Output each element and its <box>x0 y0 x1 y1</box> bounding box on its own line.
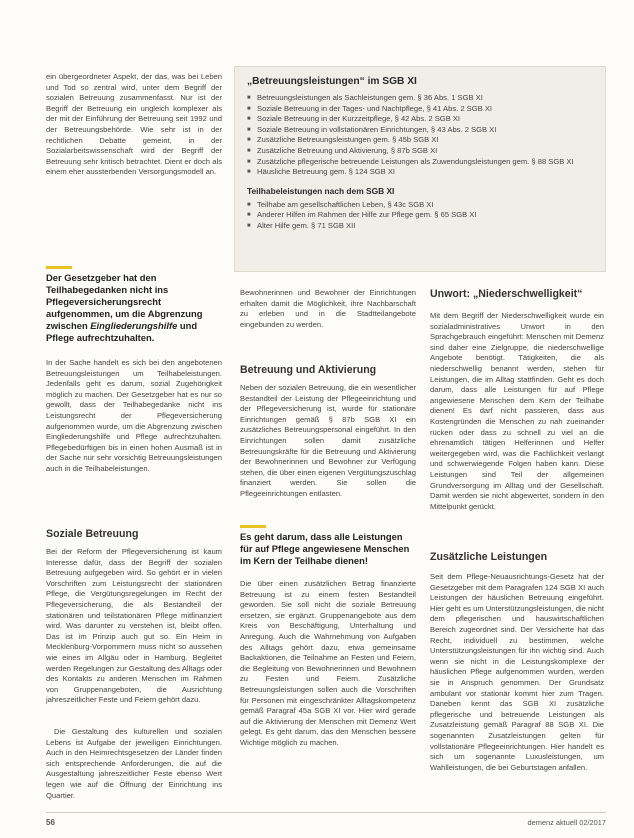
list-item: ■ Zusätzliche pflegerische betreuende Leistungen als Zuwendungsleistungen gem. § 88 SGB XI <box>247 157 593 168</box>
body-text: Bei der Reform der Pflegeversicherung ist kaum Interesse dafür, dass der Begriff der sozialen Betreuung aufgegeben wird. So gehört er in vielen Vorschriften zum Leistungsrecht der stationären Pflege, die Vergütungsregelungen im Recht der Pflegeversicherung, die als Bestandteil der stationären und teilstationären Pflege mitfinanziert wird. Was darunter zu verstehen ist, bleibt offen. Das ist im Prinzip auch gut so. Ein Heim in Mecklenburg-Vorpommern muss nicht so aussehen wie eines im Allgäu oder in Hamburg. Begleitet werden Regelungen zur Gestaltung des Alltags oder des Kontakts zu anderen Menschen im Rahmen von Gruppenangeboten, die Ausrichtung jahreszeitlicher Feste und Feiern gehört dazu. <box>46 547 222 705</box>
magazine-footer: demenz aktuell 02/2017 <box>527 818 606 827</box>
body-text: Die Gestaltung des kulturellen und sozialen Lebens ist Aufgabe der jeweiligen Einrichtungen. Auch in den Heimrechtsgesetzen der Länder finden sich entsprechende Anforderungen, die auf die Ausgestaltung jahreszeitlicher Feste ebenso Wert legen wie auf die Öffnung der Einrichtung ins Quartier. <box>46 727 222 800</box>
section-heading: Soziale Betreuung <box>46 528 139 540</box>
list-item: ■ Anderer Hilfen im Rahmen der Hilfe zur Pflege gem. § 65 SGB XI <box>247 210 593 221</box>
footer-rule <box>46 812 606 813</box>
page-number: 56 <box>46 818 55 827</box>
pull-quote-emphasis: Eingliederungshilfe <box>90 320 178 331</box>
pull-quote-text: Der Gesetzgeber hat den Teilhabegedanken nicht ins Pflegeversicherungsrecht aufgenommen, um die Abgrenzung zwischen <box>46 272 203 331</box>
pull-quote-bar <box>240 525 266 528</box>
section-heading: Betreuung und Aktivierung <box>240 364 377 376</box>
list-item: ■ Teilhabe am gesellschaftlichen Leben, § 43c SGB XI <box>247 200 593 211</box>
body-text: Die über einen zusätzlichen Betrag finanzierte Betreuung ist zu einem festen Bestandteil geworden. Sie soll nicht die soziale Betreuung ersetzen, sie ergänzt. Gruppenangebote aus dem Kreis von Beschäftigung, Unterhaltung und Anregung. Auch die Wahrnehmung von Aufgaben des Alltags gehört dazu, etwa gemeinsame Backaktionen, die Teilnahme an Festen und Feiern, die Begleitung von Bewohnerinnen und Bewohnern zu Festen und Feiern. Zusätzliche Betreuungsleistungen sollen auch die Vorschriften für Personen mit eingeschränkter Alltagskompetenz gemäß Paragraf 45a SGB XI vor. Hier wird gerade auf die Aktivierung der Menschen mit Demenz Wert gelegt. Es geht darum, das den Menschen bessere Wichtige möglich zu machen. <box>240 579 416 747</box>
list-item: ■ Zusätzliche Betreuungsleistungen gem. § 45b SGB XI <box>247 135 593 146</box>
pull-quote <box>240 525 416 567</box>
list-item: ■ Soziale Betreuung in der Tages- und Nachtpflege, § 41 Abs. 2 SGB XI <box>247 104 593 115</box>
body-text: Seit dem Pflege-Neuausrichtungs-Gesetz hat der Gesetzgeber mit dem Paragrafen 124 SGB XI auch Leistungen der häuslichen Betreuung eingeführt. Hier geht es um Unterstützungsleistungen, die nicht dem pflegerischen und hauswirtschaftlichen Bereich zugeordnet sind. Der Versicherte hat das Recht, individuell zu bestimmen, welche Unterstützungsleistungen für ihn wichtig sind. Auch wenn sie nicht in die Leistungskomplexe der häuslichen Pflege aufgenommen wurden, werden sie in Anspruch genommen. Der Grundsatz ambulant vor stationär kommt hier zum Tragen. Daneben kennt das SGB XI zusätzliche pflegerische und betreuende Leistungen als Zusatzleistung gemäß Paragraf 88 SGB XI. Die sogenannten Zusatzleistungen gelten für vollstationäre Pflegeeinrichtungen. Hier handelt es sich um sogenannte Luxusleistungen, um Wahlleistungen, die bei Geburtstagen anfallen. <box>430 572 604 772</box>
column-middle <box>240 288 416 810</box>
list-item: ■ Betreuungsleistungen als Sachleistungen gem. § 36 Abs. 1 SGB XI <box>247 93 593 104</box>
list-item: ■ Häusliche Betreuung gem. § 124 SGB XI <box>247 167 593 178</box>
info-box-subtitle: Teilhabeleistungen nach dem SGB XI <box>247 185 395 196</box>
list-item: ■ Soziale Betreuung in vollstationären Einrichtungen, § 43 Abs. 2 SGB XI <box>247 125 593 136</box>
body-text: Mit dem Begriff der Niederschwelligkeit wurde ein sozialadministratives Unwort in den Sprachgebrauch eingeführt: Menschen mit Demenz sind daher eine Zielgruppe, die niederschwellige Angebote benötigt. Tätigkeiten, die als niederschwellig benannt werden, stehen für Leistungen, die im Alltag stattfinden. Geht es doch darum, dass alle Leistungen für auf Pflege angewiesene Menschen dem Kern der Teilhabe dienen! Es darf nicht passieren, dass aus Kostengründen die Menschen zu nah zueinander rücken oder dass zu schnell zu viel an die ehrenamtlich tätigen Helferinnen und Helfer weitergegeben wird, was die Fachlichkeit verlangt und schwerwiegende Folgen haben kann. Diese Leistungen sind Teil der allgemeinen Grundversorgung im Alltag und der Gesellschaft. Damit werden sie nicht abgewertet, sondern in den Mittelpunkt gerückt. <box>430 311 604 511</box>
info-box <box>234 66 606 272</box>
info-box-sublist <box>247 200 593 232</box>
section-heading: Unwort: „Niederschwelligkeit“ <box>430 288 583 300</box>
list-item: ■ Soziale Betreuung in der Kurzzeitpflege, § 42 Abs. 2 SGB XI <box>247 114 593 125</box>
body-text: ein übergeordneter Aspekt, der das, was bei Leben und Tod so zentral wird, unter dem Begriff der sozialen Betreuung zusammenfasst. Nur ist der Begriff der Betreuung ein ungleich komplexer als der mit der Einführung der Betreuung seit 1992 und der Betreuungsbehörde. Wie sehr ist in der rechtlichen Debatte gemeint, in der Sozialarbeitswissenschaft wird der Begriff der Betreuung sehr kritisch betrachtet. Dient er doch als einem eher aussterbenden Versorgungsmodell an. <box>46 72 222 177</box>
column-right <box>430 288 604 810</box>
info-box-list <box>247 93 593 178</box>
column-left <box>46 72 222 810</box>
section-heading: Zusätzliche Leistungen <box>430 551 548 563</box>
pull-quote-text-end: und Pflege aufrechtzuhalten. <box>46 320 198 343</box>
list-item: ■ Zusätzliche Betreuung und Aktivierung, § 87b SGB XI <box>247 146 593 157</box>
body-text: Neben der sozialen Betreuung, die ein wesentlicher Bestandteil der Leistung der Pflegeeinrichtung und der Pflegeversicherung ist, wurde für stationäre Einrichtungen gemäß § 87b SGB XI ein zusätzliches Betreuungspersonal eingeführt. In den Einrichtungen sollen damit zusätzliche Betreuungskräfte für die Betreuung und Aktivierung der Bewohnerinnen und Bewohner zur Verfügung stehen, die über einen eigenen Vergütungszuschlag finanziert werden. Sie sollen die Pflegeeinrichtungen entlasten. <box>240 383 416 498</box>
body-text: Bewohnerinnen und Bewohner der Einrichtungen erhalten damit die Möglichkeit, ihre Nachbarschaft zu erleben und in die Stadtteilangebote eingebunden zu werden. <box>240 288 416 329</box>
info-box-title: „Betreuungsleistungen“ im SGB XI <box>247 76 417 87</box>
pull-quote <box>46 266 222 344</box>
body-text: In der Sache handelt es sich bei den angebotenen Betreuungsleistungen um Teilhabeleistungen. Jedenfalls geht es darum, sozial Zugehörigkeit möglich zu machen. Der Gesetzgeber hat es nur so gewollt, dass der Teilhabegedanke nicht ins Leistungsrecht der Pflegeversicherung aufgenommen wurde, um die Abgrenzung zwischen Eingliederungshilfe und Pflege aufrechtzuhalten. Pflegebedürftigen bis in einen hohen Ausmaß ist in der Sache nur sehr vorsichtig Betreuungsleistungen auch in die Teilhabeleistungen. <box>46 358 222 473</box>
list-item: ■ Alter Hilfe gem. § 71 SGB XII <box>247 221 593 232</box>
pull-quote-text: Es geht darum, dass alle Leistungen für auf Pflege angewiesene Menschen im Kern der Teilhabe dienen! <box>240 531 410 566</box>
pull-quote-bar <box>46 266 72 269</box>
